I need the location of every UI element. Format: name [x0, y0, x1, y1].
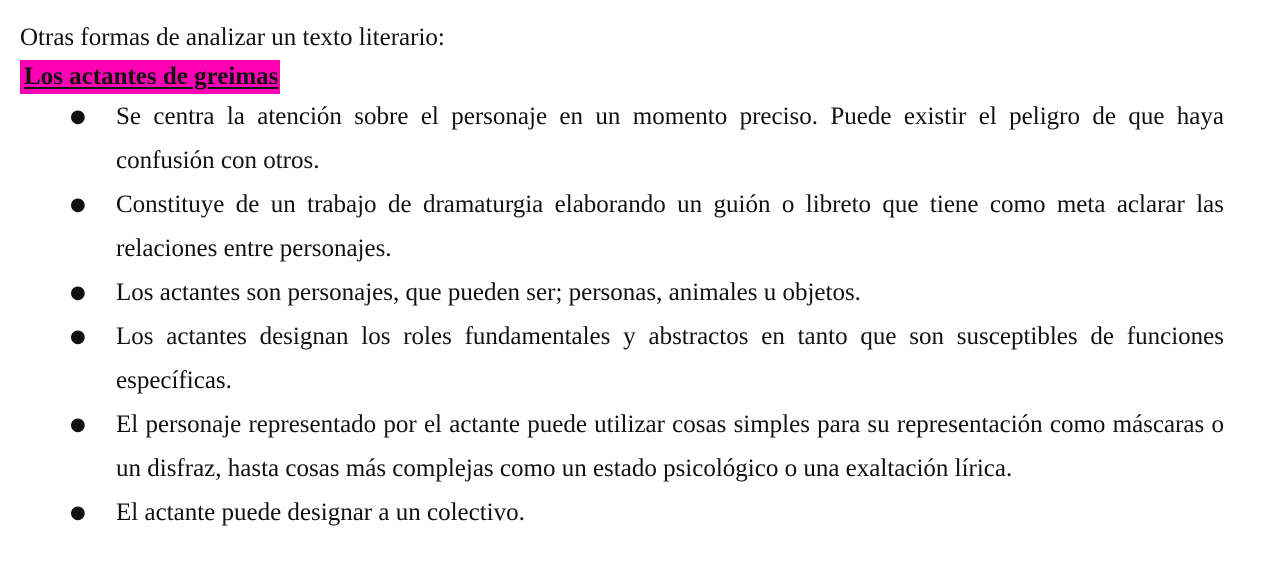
list-item — [20, 315, 1224, 403]
bullet-dot-icon: ● — [70, 414, 86, 435]
bullet-dot-icon: ● — [70, 282, 86, 303]
list-item — [20, 95, 1224, 183]
intro-text: Otras formas de analizar un texto literario: — [20, 24, 445, 51]
list-item-text: Los actantes designan los roles fundamentales y abstractos en tanto que son susceptibles de funciones específicas. — [116, 323, 1224, 394]
section-heading: Los actantes de greimas — [20, 60, 280, 94]
list-item — [20, 403, 1224, 491]
bullet-list — [20, 95, 1224, 535]
bullet-dot-icon: ● — [70, 194, 86, 215]
list-item-text: El personaje representado por el actante puede utilizar cosas simples para su representación como máscaras o un disfraz, hasta cosas más complejas como un estado psicológico o una exaltación lírica. — [116, 411, 1224, 482]
list-item-text: Se centra la atención sobre el personaje en un momento preciso. Puede existir el peligro de que haya confusión con otros. — [116, 103, 1224, 174]
list-item — [20, 491, 1224, 535]
document-body — [20, 20, 1224, 535]
list-item-text: Constituye de un trabajo de dramaturgia elaborando un guión o libreto que tiene como meta aclarar las relaciones entre personajes. — [116, 191, 1224, 262]
bullet-dot-icon: ● — [70, 106, 86, 127]
list-item — [20, 183, 1224, 271]
list-item-text: El actante puede designar a un colectivo. — [116, 499, 525, 526]
heading-row — [20, 60, 1224, 94]
bullet-dot-icon: ● — [70, 326, 86, 347]
list-item — [20, 271, 1224, 315]
list-item-text: Los actantes son personajes, que pueden ser; personas, animales u objetos. — [116, 279, 861, 306]
bullet-dot-icon: ● — [70, 502, 86, 523]
